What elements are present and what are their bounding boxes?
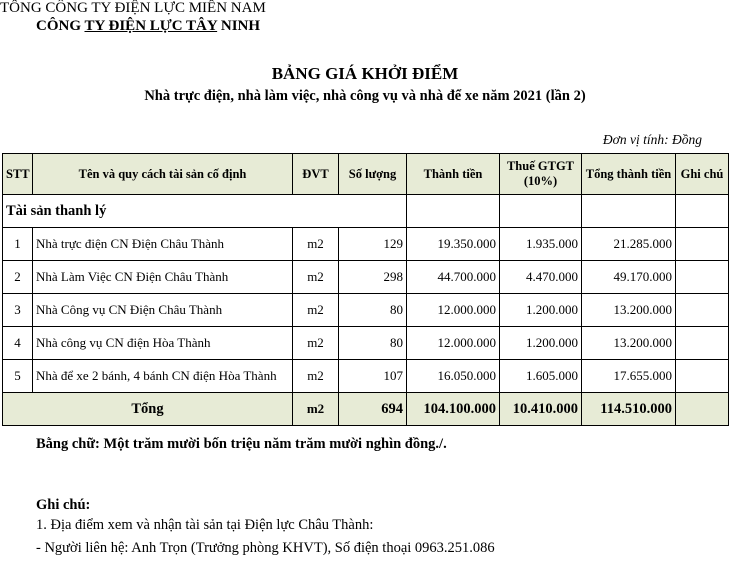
company-name-underlined: TY ĐIỆN LỰC TÂY xyxy=(84,18,218,34)
note-line-1: 1. Địa điểm xem và nhận tài sản tại Điện lực Châu Thành: xyxy=(36,517,374,533)
currency-unit-label: Đơn vị tính: Đồng xyxy=(602,132,702,147)
company-name xyxy=(36,18,260,35)
company-name-prefix: CÔNG xyxy=(36,18,81,34)
document-title: BẢNG GIÁ KHỞI ĐIỂM xyxy=(271,64,459,83)
cell-note xyxy=(676,228,729,261)
cell-vat: 1.935.000 xyxy=(500,228,582,261)
col-header-note: Ghi chú xyxy=(676,154,729,195)
col-header-total: Tổng thành tiền xyxy=(582,154,676,195)
company-name-suffix: NINH xyxy=(220,18,261,34)
table-row xyxy=(3,360,729,393)
table-row xyxy=(3,228,729,261)
price-table xyxy=(2,153,729,426)
totals-total: 114.510.000 xyxy=(582,393,676,426)
col-header-vat: Thuế GTGT (10%) xyxy=(500,154,582,195)
corporation-name: TỔNG CÔNG TY ĐIỆN LỰC MIỀN NAM xyxy=(0,0,266,16)
totals-unit: m2 xyxy=(293,393,339,426)
cell-note xyxy=(676,360,729,393)
section-cell-empty xyxy=(676,195,729,228)
col-header-name: Tên và quy cách tài sản cố định xyxy=(33,154,293,195)
cell-name: Nhà để xe 2 bánh, 4 bánh CN điện Hòa Thành xyxy=(33,360,293,393)
cell-name: Nhà trực điện CN Điện Châu Thành xyxy=(33,228,293,261)
cell-quantity: 80 xyxy=(339,327,407,360)
table-row xyxy=(3,294,729,327)
cell-note xyxy=(676,294,729,327)
cell-vat: 4.470.000 xyxy=(500,261,582,294)
cell-unit: m2 xyxy=(293,294,339,327)
cell-stt: 4 xyxy=(3,327,33,360)
totals-quantity: 694 xyxy=(339,393,407,426)
cell-total: 13.200.000 xyxy=(582,294,676,327)
cell-vat: 1.200.000 xyxy=(500,294,582,327)
cell-total: 17.655.000 xyxy=(582,360,676,393)
cell-quantity: 80 xyxy=(339,294,407,327)
cell-vat: 1.200.000 xyxy=(500,327,582,360)
totals-amount: 104.100.000 xyxy=(407,393,500,426)
totals-label: Tổng xyxy=(3,393,293,426)
cell-stt: 1 xyxy=(3,228,33,261)
cell-unit: m2 xyxy=(293,261,339,294)
totals-vat: 10.410.000 xyxy=(500,393,582,426)
cell-amount: 16.050.000 xyxy=(407,360,500,393)
totals-row xyxy=(3,393,729,426)
section-row xyxy=(3,195,729,228)
totals-note xyxy=(676,393,729,426)
col-header-stt: STT xyxy=(3,154,33,195)
cell-name: Nhà công vụ CN điện Hòa Thành xyxy=(33,327,293,360)
col-header-quantity: Số lượng xyxy=(339,154,407,195)
cell-amount: 12.000.000 xyxy=(407,327,500,360)
cell-unit: m2 xyxy=(293,360,339,393)
table-row xyxy=(3,261,729,294)
cell-stt: 3 xyxy=(3,294,33,327)
cell-total: 21.285.000 xyxy=(582,228,676,261)
amount-in-words: Bằng chữ: Một trăm mười bốn triệu năm trăm mười nghìn đồng./. xyxy=(36,436,447,452)
col-header-unit: ĐVT xyxy=(293,154,339,195)
cell-unit: m2 xyxy=(293,327,339,360)
cell-amount: 12.000.000 xyxy=(407,294,500,327)
notes-title: Ghi chú: xyxy=(36,497,91,513)
cell-stt: 2 xyxy=(3,261,33,294)
table-row xyxy=(3,327,729,360)
cell-amount: 44.700.000 xyxy=(407,261,500,294)
cell-stt: 5 xyxy=(3,360,33,393)
cell-total: 13.200.000 xyxy=(582,327,676,360)
section-title: Tài sản thanh lý xyxy=(3,195,407,228)
section-cell-empty xyxy=(500,195,582,228)
cell-name: Nhà Công vụ CN Điện Châu Thành xyxy=(33,294,293,327)
document-subtitle: Nhà trực điện, nhà làm việc, nhà công vụ và nhà để xe năm 2021 (lần 2) xyxy=(144,88,586,104)
cell-name: Nhà Làm Việc CN Điện Châu Thành xyxy=(33,261,293,294)
cell-total: 49.170.000 xyxy=(582,261,676,294)
section-cell-empty xyxy=(407,195,500,228)
table-header-row xyxy=(3,154,729,195)
col-header-amount: Thành tiền xyxy=(407,154,500,195)
section-cell-empty xyxy=(582,195,676,228)
cell-note xyxy=(676,261,729,294)
cell-vat: 1.605.000 xyxy=(500,360,582,393)
cell-unit: m2 xyxy=(293,228,339,261)
cell-amount: 19.350.000 xyxy=(407,228,500,261)
cell-quantity: 129 xyxy=(339,228,407,261)
cell-note xyxy=(676,327,729,360)
cell-quantity: 107 xyxy=(339,360,407,393)
note-line-2: - Người liên hệ: Anh Trọn (Trưởng phòng KHVT), Số điện thoại 0963.251.086 xyxy=(36,540,495,556)
cell-quantity: 298 xyxy=(339,261,407,294)
